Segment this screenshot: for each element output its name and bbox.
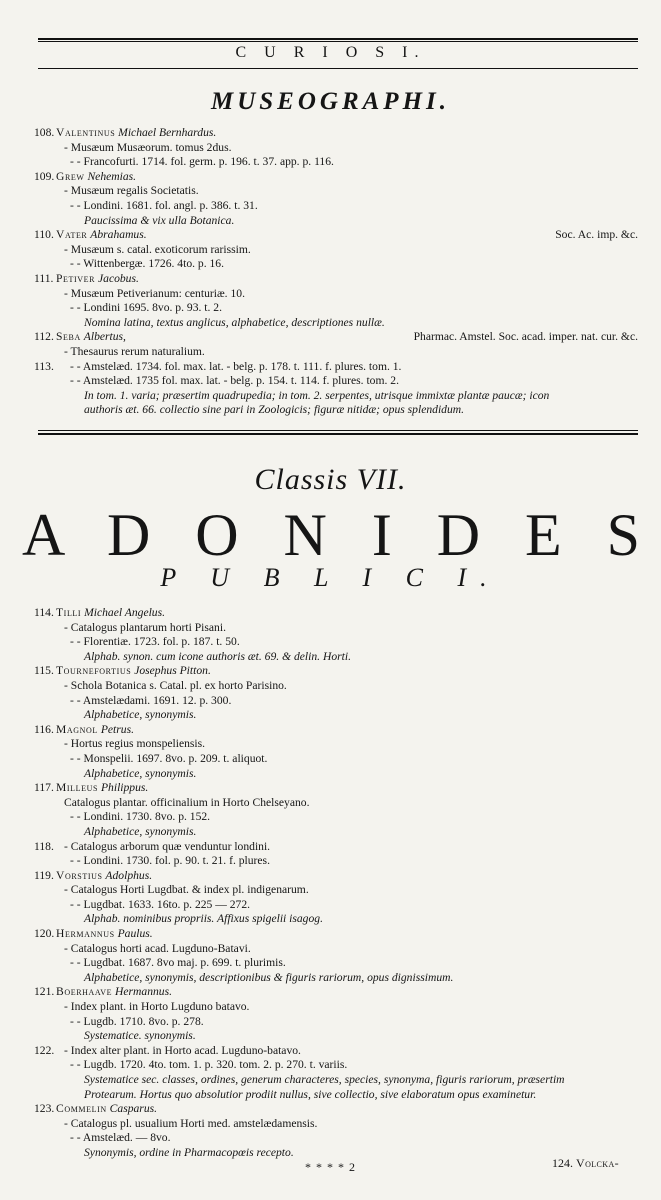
entry-line: - Schola Botanica s. Catal. pl. ex horto Parisino. [64,678,287,692]
section-heading: MUSEOGRAPHI. [210,88,450,115]
entry-line: - - Amstelædami. 1691. 12. p. 300. [70,693,232,707]
catalog-entry [34,1044,644,1102]
entry-head [34,723,644,738]
entry-line: - - Londini. 1730. 8vo. p. 152. [70,810,211,824]
entry-line: - Catalogus horti acad. Lugduno-Batavi. [64,941,251,955]
entry-note: Protearum. Hortus quo absolutior prodiit nullus, sive collectio, sive elaboratum opus examinetur. [84,1087,537,1101]
entry-note: Paucissima & vix ulla Botanica. [84,213,235,227]
entry-line: - - Londini. 1730. fol. p. 90. t. 21. f. plures. [70,854,270,868]
museographi-entries [34,126,644,418]
entry-number: 109. [34,169,55,183]
entry-given-name: Paulus. [117,927,153,941]
entry-note: Alphabetice, synonymis, descriptionibus & figuris rariorum, opus dignissimum. [84,970,454,984]
class-subtitle: P U B L I C I. [160,563,501,592]
entry-given-name: Hermannus. [115,985,173,999]
entry-author: Boerhaave [56,985,113,999]
entry-number: 122. [34,1043,55,1057]
catalog-entry [34,723,644,781]
entry-head [34,272,644,287]
entry-given-name: Josephus Pitton. [134,664,211,678]
entry-given-name: Abrahamus. [90,228,147,242]
entry-author: Seba [56,330,81,344]
entry-head [34,228,644,243]
entry-line: - - Monspelii. 1697. 8vo. p. 209. t. aliquot. [70,751,268,765]
top-double-rule-lower [38,41,638,42]
catchword-name: Volcka- [576,1156,620,1170]
entry-head [34,869,644,884]
section-divider-upper [38,430,638,431]
entry-author: Commelin [56,1102,107,1116]
adonides-entries [34,606,644,1161]
entry-head [34,985,644,1000]
entry-head [34,606,644,621]
entry-given-name: Michael Bernhardus. [118,126,217,139]
entry-number: 115. [34,664,54,678]
entry-line: - - Amstelæd. 1735 fol. max. lat. - belg. p. 154. t. 114. f. plures. tom. 2. [70,374,399,388]
entry-line: - - Wittenbergæ. 1726. 4to. p. 16. [70,257,224,271]
entry-number: 114. [34,606,54,619]
section-divider-lower [38,433,638,435]
running-head-rule [38,68,638,69]
catalog-entry [34,869,644,927]
entry-given-name: Nehemias. [87,169,137,183]
catalog-entry [34,781,644,839]
entry-line: - Thesaurus rerum naturalium. [64,344,205,358]
entry-line: - Catalogus arborum quæ venduntur londini. [64,839,271,853]
catchword [552,1156,619,1171]
class-heading: Classis VII. [254,463,407,496]
entry-line: - - Lugdbat. 1633. 16to. p. 225 — 272. [70,897,251,911]
entry-note: Nomina latina, textus anglicus, alphabetice, descriptiones nullæ. [84,315,385,329]
entry-given-name: Michael Angelus. [84,606,166,619]
entry-line: - - Amstelæd. — 8vo. [70,1131,171,1145]
entry-line: - Musæum s. catal. exoticorum rarissim. [64,242,251,256]
entry-line: - Catalogus plantarum horti Pisani. [64,620,226,634]
top-double-rule-upper [38,38,638,40]
entry-author: Tournefortius [56,664,132,678]
catchword-number: 124. [552,1156,573,1170]
entry-given-name: Adolphus. [105,868,153,882]
entry-author: Grew [56,169,85,183]
entry-number: 112. [34,330,54,344]
entry-line: - - Francofurti. 1714. fol. germ. p. 196. t. 37. app. p. 116. [70,155,334,169]
entry-head [34,126,644,141]
class-title: A D O N I D E S [22,502,642,568]
entry-head [34,360,644,375]
entry-given-name: Jacobus. [98,271,139,285]
entry-head [34,927,644,942]
entry-note: Systematice. synonymis. [84,1029,196,1043]
entry-author: Valentinus [56,126,116,139]
signature-mark: * * * * 2 [305,1160,356,1174]
entry-line: - - Lugdbat. 1687. 8vo maj. p. 699. t. plurimis. [70,956,286,970]
entry-author: Magnol [56,722,98,736]
catalog-entry [34,606,644,664]
catalog-entry [34,170,644,228]
entry-note: Synonymis, ordine in Pharmacopœis recepto. [84,1145,294,1159]
entry-line: - Index plant. in Horto Lugduno batavo. [64,1000,250,1014]
entry-line: - Musæum Musæorum. tomus 2dus. [64,140,232,154]
catalog-entry [34,330,644,359]
entry-note: Alphabetice, synonymis. [84,766,197,780]
catalog-entry [34,1102,644,1160]
entry-line: Catalogus plantar. officinalium in Horto Chelseyano. [64,795,310,809]
entry-line: - Catalogus pl. usualium Horti med. amstelædamensis. [64,1116,318,1130]
entry-number: 116. [34,722,54,736]
entry-given-name: Petrus. [100,722,134,736]
entry-head [34,781,644,796]
entry-note: Alphabetice, synonymis. [84,708,197,722]
entry-number: 120. [34,927,55,941]
catalog-entry [34,985,644,1043]
entry-line: - - Lugdb. 1720. 4to. tom. 1. p. 320. tom. 2. p. 270. t. variis. [70,1058,348,1072]
running-head: C U R I O S I. [235,44,426,61]
entry-line: - - Londini. 1681. fol. angl. p. 386. t. 31. [70,198,258,212]
catalog-entry [34,272,644,330]
entry-line: - - Florentiæ. 1723. fol. p. 187. t. 50. [70,635,240,649]
entry-line: - Index alter plant. in Horto acad. Lugduno-batavo. [64,1043,301,1057]
entry-number: 110. [34,228,54,242]
entry-note: Alphab. nominibus propriis. Affixus spigelii isagog. [84,912,323,926]
entry-author: Tilli [56,606,82,619]
entry-head [34,664,644,679]
entry-number: 121. [34,985,55,999]
entry-given-name: Philippus. [100,781,149,795]
entry-line: - - Londini 1695. 8vo. p. 93. t. 2. [70,301,222,315]
entry-line: - Hortus regius monspeliensis. [64,737,206,751]
entry-line: - - Lugdb. 1710. 8vo. p. 278. [70,1014,204,1028]
entry-head [34,170,644,185]
entry-head [34,1044,644,1059]
entry-head [34,1102,644,1117]
entry-author: Milleus [56,781,99,795]
entry-number: 118. [34,839,54,853]
entry-author: Petiver [56,271,96,285]
catalog-entry [34,360,644,418]
entry-head [34,840,644,855]
entry-note: authoris æt. 66. collectio sine pari in Zoologicis; figuræ nitidæ; opus splendidum. [84,403,465,417]
entry-head [34,330,644,345]
entry-note: In tom. 1. varia; præsertim quadrupedia; in tom. 2. serpentes, utrisque immixtæ plantæ paucæ; icon [84,388,550,402]
entry-line: - Musæum Petiverianum: centuriæ. 10. [64,286,245,300]
entry-number: 117. [34,781,54,795]
entry-number: 111. [34,271,54,285]
entry-number: 113. [34,359,54,373]
entry-number: 108. [34,126,55,139]
entry-number: 123. [34,1102,55,1116]
catalog-entry [34,840,644,869]
catalog-entry [34,228,644,272]
entry-number: 119. [34,868,54,882]
entry-line: - Catalogus Horti Lugdbat. & index pl. indigenarum. [64,883,309,897]
entry-note: Alphab. synon. cum icone authoris æt. 69. & delin. Horti. [84,649,351,663]
entry-affiliation: Soc. Ac. imp. &c. [555,228,638,242]
entry-given-name: Albertus, [83,330,126,344]
entry-author: Vater [56,228,88,242]
entry-author: Vorstius [56,868,103,882]
entry-note: Systematice sec. classes, ordines, generum characteres, species, synonyma, figuris rariorum, præsertim [84,1073,565,1086]
entry-note: Alphabetice, synonymis. [84,824,197,838]
entry-affiliation: Pharmac. Amstel. Soc. acad. imper. nat. cur. &c. [413,330,638,344]
entry-line: - Musæum regalis Societatis. [64,184,199,198]
entry-given-name: Casparus. [109,1102,158,1116]
entry-author: Hermannus [56,927,115,941]
catalog-entry [34,126,644,170]
catalog-entry [34,664,644,722]
entry-line: - - Amstelæd. 1734. fol. max. lat. - belg. p. 178. t. 111. f. plures. tom. 1. [70,359,402,373]
catalog-entry [34,927,644,985]
